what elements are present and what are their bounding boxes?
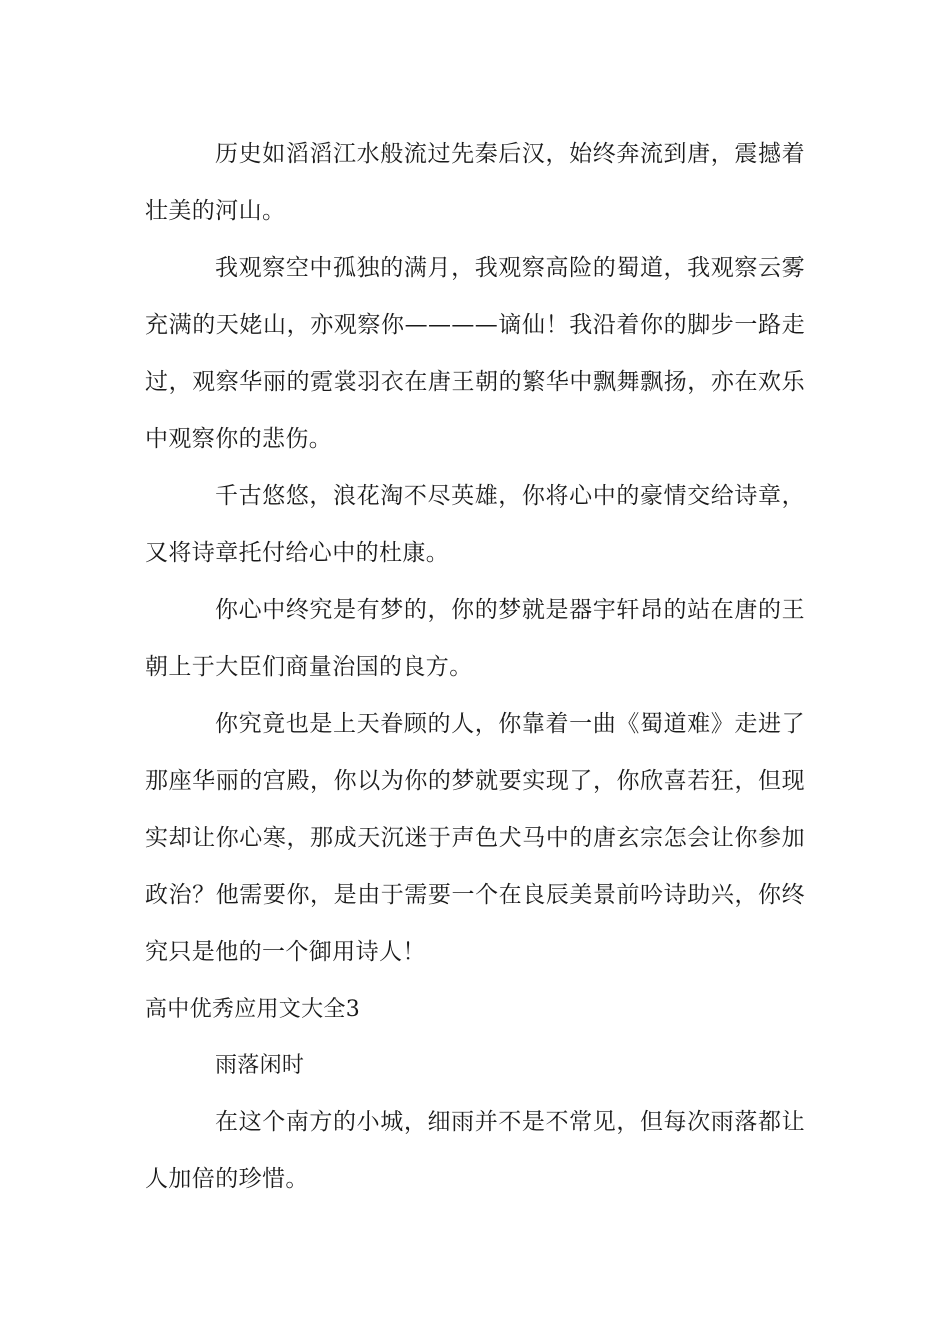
section-heading: 高中优秀应用文大全3 <box>145 997 360 1022</box>
paragraph-palace: 你究竟也是上天眷顾的人，你靠着一曲《蜀道难》走进了那座华丽的宫殿，你以为你的梦就要实现了，你欣喜若狂，但现实却让你心寒，那成天沉迷于声色犬马中的唐玄宗怎会让你参加政治？他需要你，是由于需要一个在良辰美景前吟诗助兴，你终究只是他的一个御用诗人！ <box>145 711 805 965</box>
essay-title: 雨落闲时 <box>215 1053 305 1078</box>
paragraph-history: 历史如滔滔江水般流过先秦后汉，始终奔流到唐，震撼着壮美的河山。 <box>145 141 805 224</box>
paragraph-observe: 我观察空中孤独的满月，我观察高险的蜀道，我观察云雾充满的天姥山，亦观察你————谪仙！我沿着你的脚步一路走过，观察华丽的霓裳羽衣在唐王朝的繁华中飘舞飘扬，亦在欢乐中观察你的悲伤。 <box>145 255 805 452</box>
paragraph-rain: 在这个南方的小城，细雨并不是不常见，但每次雨落都让人加倍的珍惜。 <box>145 1109 805 1192</box>
paragraph-poetry: 千古悠悠，浪花淘不尽英雄，你将心中的豪情交给诗章，又将诗章托付给心中的杜康。 <box>145 483 805 566</box>
paragraph-dream: 你心中终究是有梦的，你的梦就是器宇轩昂的站在唐的王朝上于大臣们商量治国的良方。 <box>145 597 805 680</box>
